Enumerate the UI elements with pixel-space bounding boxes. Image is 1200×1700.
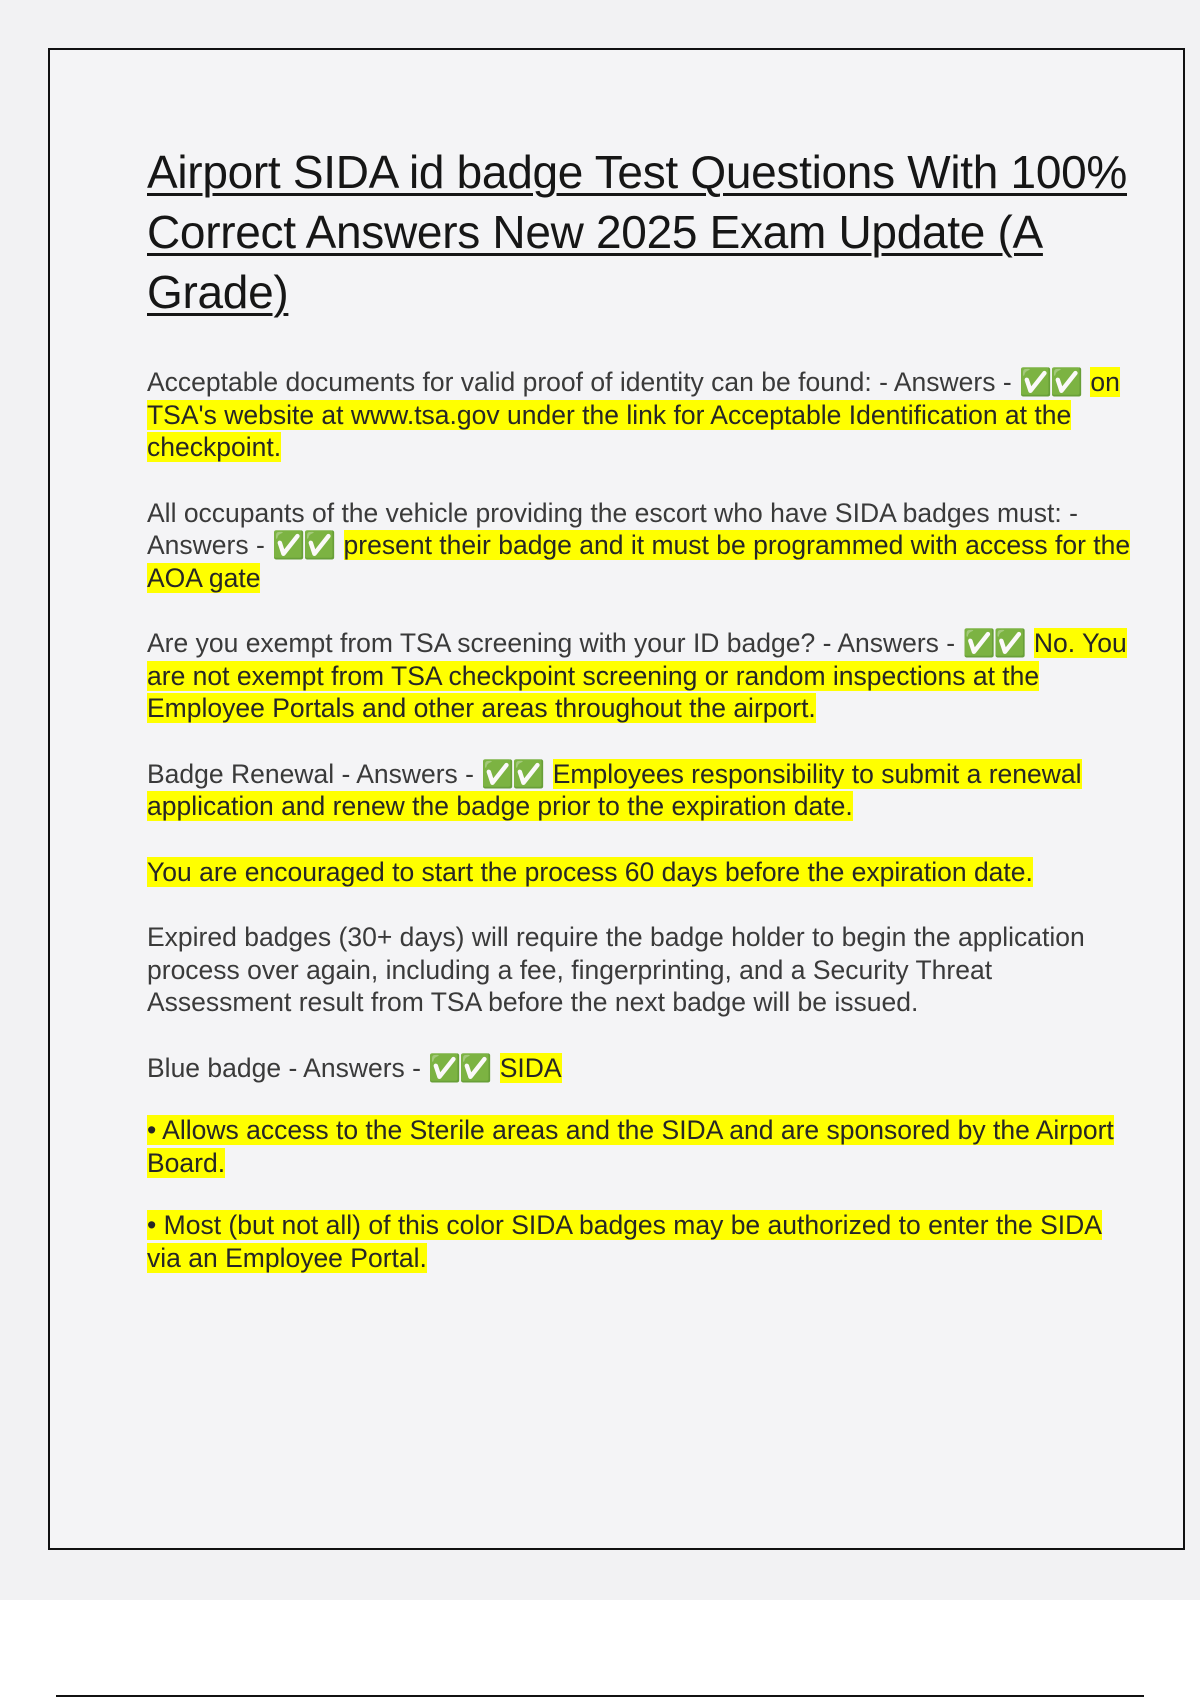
document-title: Airport SIDA id badge Test Questions With 100% Correct Answers New 2025 Exam Update (A Grade) [147,146,1127,318]
qa-item-4 [147,758,1137,823]
question-text: Acceptable documents for valid proof of identity can be found: - Answers - [147,367,1020,397]
answer-text: Employees responsibility to submit a renewal application and renew the badge prior to the expiration date. [147,758,1082,821]
question-text: Badge Renewal - Answers - [147,758,482,789]
bullet-note [147,1114,1137,1179]
qa-item-1 [147,366,1137,464]
double-check-icon: ✅✅ [272,530,335,560]
question-text: All occupants of the vehicle providing the escort who have SIDA badges must: - Answers - [147,497,1078,560]
question-text: Are you exempt from TSA screening with your ID badge? - Answers - [147,628,963,658]
document-page [48,48,1185,1550]
note-text: You are encouraged to start the process 60 days before the expiration date. [147,856,1033,887]
next-page-area [0,1600,1200,1700]
question-text: Blue badge - Answers - [147,1052,429,1083]
answer-text: No. You are not exempt from TSA checkpoint screening or random inspections at the Employee Portals and other areas throughout the airport. [147,628,1127,723]
highlighted-note [147,856,1137,889]
next-page-border [56,1695,1144,1697]
bullet-text: • Allows access to the Sterile areas and the SIDA and are sponsored by the Airport Board. [147,1115,1114,1178]
double-check-icon: ✅✅ [428,1052,491,1083]
bullet-text: • Most (but not all) of this color SIDA badges may be authorized to enter the SIDA via an Employee Portal. [147,1210,1102,1273]
double-check-icon: ✅✅ [962,628,1025,658]
plain-note: Expired badges (30+ days) will require the badge holder to begin the application process over again, including a fee, fingerprinting, and a Security Threat Assessment result from TSA before the next badge will be issued. [147,922,1085,1017]
qa-item-3 [147,627,1137,725]
double-check-icon: ✅✅ [1019,367,1082,397]
answer-text: SIDA [499,1052,562,1083]
document-content [147,142,1137,1307]
qa-item-2 [147,497,1137,595]
bullet-note [147,1209,1137,1274]
double-check-icon: ✅✅ [481,758,544,789]
qa-item-5 [147,1052,1137,1085]
answer-text: on TSA's website at www.tsa.gov under the link for Acceptable Identification at the checkpoint. [147,367,1120,462]
answer-text: present their badge and it must be programmed with access for the AOA gate [147,530,1131,593]
